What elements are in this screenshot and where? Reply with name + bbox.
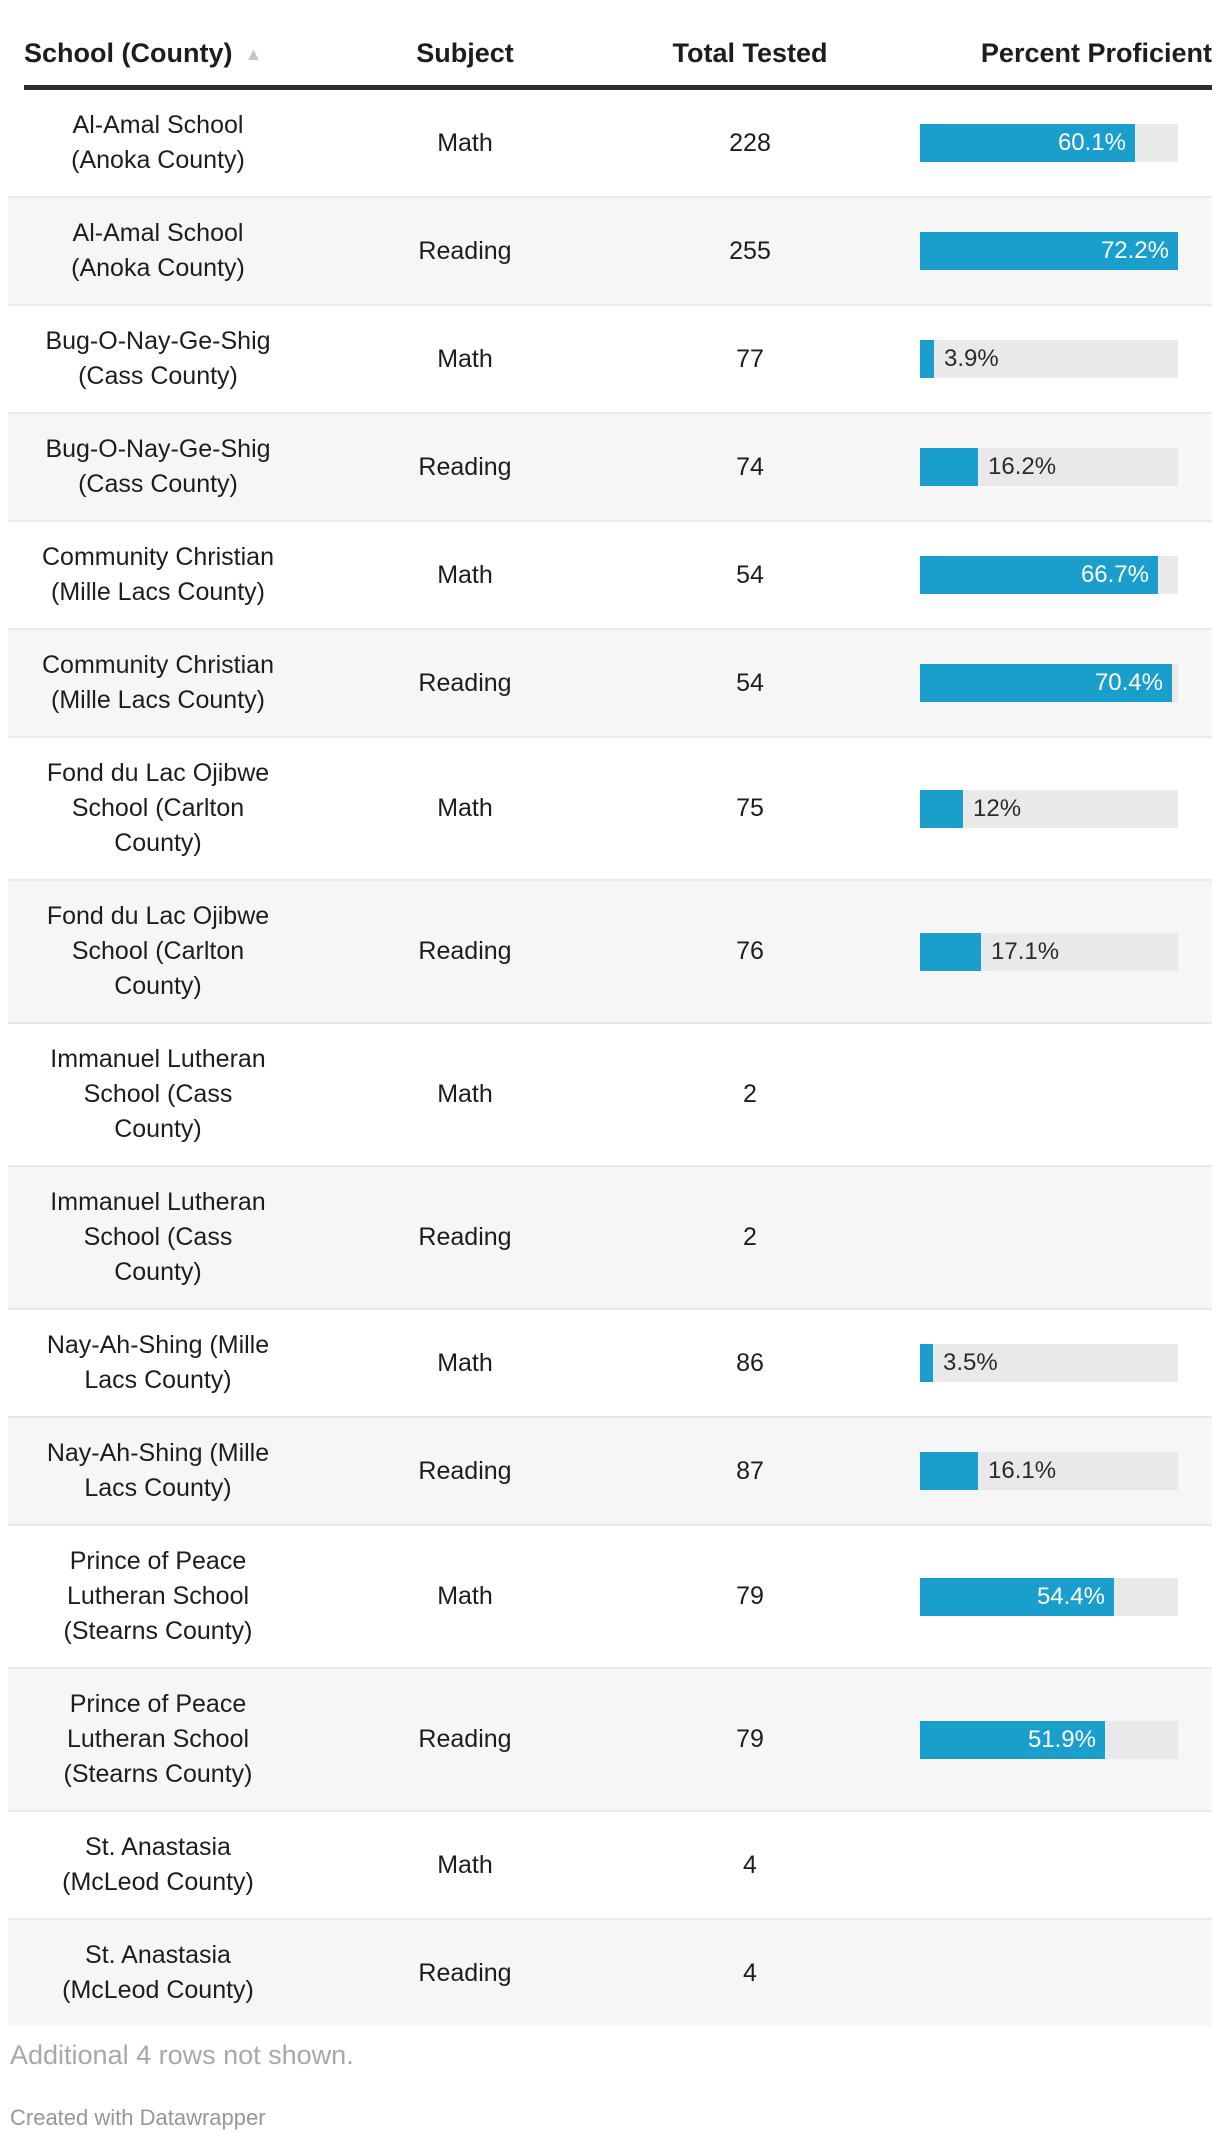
column-header-total-tested[interactable]: Total Tested — [672, 38, 828, 68]
percent-proficient-cell — [862, 1328, 1212, 1398]
total-tested-cell: 77 — [736, 344, 764, 373]
percent-bar-fill — [920, 933, 981, 971]
school-cell: Bug-O-Nay-Ge-Shig (Cass County) — [45, 435, 271, 498]
percent-bar-fill — [920, 664, 1172, 702]
table-row — [8, 520, 1212, 628]
subject-cell: Math — [437, 1850, 493, 1879]
percent-bar-fill — [920, 232, 1178, 270]
total-tested-cell: 54 — [736, 560, 764, 589]
table-row — [8, 1524, 1212, 1667]
table-header-row — [24, 0, 1212, 90]
school-cell: Fond du Lac Ojibwe School (Carlton County) — [46, 902, 270, 1000]
percent-bar-track — [920, 232, 1178, 270]
table-row — [8, 1165, 1212, 1308]
percent-proficient-cell — [862, 648, 1212, 718]
school-cell: Nay-Ah-Shing (Mille Lacs County) — [46, 1331, 270, 1394]
percent-proficient-cell — [862, 1042, 1212, 1147]
bar-value-label: 66.7% — [1080, 561, 1149, 588]
table-row — [8, 304, 1212, 412]
rows-not-shown-note: Additional 4 rows not shown. — [10, 2040, 354, 2070]
percent-bar-fill — [920, 448, 978, 486]
total-tested-cell: 87 — [736, 1456, 764, 1485]
table-row — [8, 1810, 1212, 1918]
percent-bar-track — [920, 1578, 1178, 1616]
sort-ascending-icon: ▲ — [244, 44, 263, 64]
table-row — [8, 196, 1212, 304]
datawrapper-credit: Created with Datawrapper — [10, 2105, 266, 2130]
percent-bar-fill — [920, 1452, 978, 1490]
total-tested-cell: 75 — [736, 794, 764, 822]
school-cell: Prince of Peace Lutheran School (Stearns County) — [63, 1690, 253, 1788]
table-body — [8, 90, 1212, 2026]
school-cell: St. Anastasia (McLeod County) — [62, 1833, 254, 1896]
percent-bar-track — [920, 1452, 1178, 1490]
percent-proficient-cell — [862, 432, 1212, 502]
percent-bar-track — [920, 1721, 1178, 1759]
percent-bar-fill — [920, 556, 1158, 594]
percent-bar-track — [920, 790, 1178, 828]
table-row — [8, 736, 1212, 879]
subject-cell: Reading — [418, 1456, 512, 1485]
column-header-subject[interactable]: Subject — [416, 38, 514, 68]
table-row — [8, 1416, 1212, 1524]
column-header-percent-proficient[interactable]: Percent Proficient — [980, 38, 1212, 68]
school-cell: Al-Amal School (Anoka County) — [71, 219, 245, 282]
percent-bar-track — [920, 448, 1178, 486]
table-row — [8, 1022, 1212, 1165]
subject-cell: Reading — [418, 1223, 512, 1251]
total-tested-cell: 74 — [736, 452, 764, 481]
total-tested-cell: 76 — [736, 937, 764, 965]
percent-proficient-cell — [862, 108, 1212, 178]
total-tested-cell: 54 — [736, 668, 764, 697]
percent-bar-fill — [920, 124, 1135, 162]
percent-bar-track — [920, 124, 1178, 162]
table-row — [8, 1667, 1212, 1810]
bar-value-label: 3.9% — [944, 345, 999, 372]
school-cell: Community Christian (Mille Lacs County) — [41, 651, 274, 714]
table-row — [8, 1918, 1212, 2026]
school-cell: Al-Amal School (Anoka County) — [71, 111, 245, 174]
bar-value-label: 3.5% — [943, 1349, 998, 1376]
total-tested-cell: 79 — [736, 1725, 764, 1753]
percent-proficient-cell — [862, 756, 1212, 861]
percent-proficient-cell — [862, 540, 1212, 610]
school-cell: Immanuel Lutheran School (Cass County) — [50, 1045, 266, 1143]
total-tested-cell: 2 — [743, 1080, 757, 1108]
school-cell: Nay-Ah-Shing (Mille Lacs County) — [46, 1439, 270, 1502]
percent-proficient-cell — [862, 1436, 1212, 1506]
percent-proficient-cell — [862, 1830, 1212, 1900]
school-cell: Fond du Lac Ojibwe School (Carlton County) — [46, 759, 270, 857]
bar-value-label: 60.1% — [1057, 129, 1126, 156]
column-header-school-label: School (County) — [24, 38, 233, 68]
percent-proficient-cell — [862, 1185, 1212, 1290]
column-header-school[interactable] — [24, 38, 292, 85]
bar-value-label: 12% — [973, 794, 1022, 822]
total-tested-cell: 255 — [729, 236, 771, 265]
percent-proficient-cell — [862, 1938, 1212, 2008]
total-tested-cell: 86 — [736, 1348, 764, 1377]
percent-bar-fill — [920, 1344, 933, 1382]
percent-bar-track — [920, 1344, 1178, 1382]
bar-value-label: 72.2% — [1100, 237, 1169, 264]
percent-bar-track — [920, 933, 1178, 971]
bar-value-label: 70.4% — [1094, 669, 1163, 696]
subject-cell: Reading — [418, 668, 512, 697]
total-tested-cell: 79 — [736, 1582, 764, 1610]
table-row — [8, 879, 1212, 1022]
table-row — [8, 412, 1212, 520]
subject-cell: Math — [437, 128, 493, 157]
percent-bar-fill — [920, 1578, 1114, 1616]
subject-cell: Math — [437, 560, 493, 589]
subject-cell: Reading — [418, 452, 512, 481]
subject-cell: Math — [437, 1582, 493, 1610]
subject-cell: Math — [437, 794, 493, 822]
bar-value-label: 17.1% — [991, 937, 1060, 965]
total-tested-cell: 4 — [743, 1850, 757, 1879]
table-row — [8, 90, 1212, 196]
table-row — [8, 628, 1212, 736]
percent-proficient-cell — [862, 324, 1212, 394]
percent-proficient-cell — [862, 1544, 1212, 1649]
percent-bar-track — [920, 556, 1178, 594]
proficiency-table — [8, 0, 1212, 2026]
percent-proficient-cell — [862, 1687, 1212, 1792]
percent-bar-track — [920, 664, 1178, 702]
percent-bar-fill — [920, 790, 963, 828]
percent-bar-track — [920, 340, 1178, 378]
school-cell: Prince of Peace Lutheran School (Stearns County) — [63, 1547, 253, 1645]
total-tested-cell: 4 — [743, 1958, 757, 1987]
percent-proficient-cell — [862, 216, 1212, 286]
subject-cell: Reading — [418, 236, 512, 265]
school-cell: St. Anastasia (McLeod County) — [62, 1941, 254, 2004]
subject-cell: Reading — [418, 937, 512, 965]
bar-value-label: 16.1% — [988, 1457, 1057, 1484]
percent-proficient-cell — [862, 899, 1212, 1004]
subject-cell: Math — [437, 1080, 493, 1108]
bar-value-label: 16.2% — [988, 453, 1057, 480]
total-tested-cell: 2 — [743, 1223, 757, 1251]
total-tested-cell: 228 — [729, 128, 771, 157]
bar-value-label: 51.9% — [1027, 1725, 1096, 1753]
school-cell: Immanuel Lutheran School (Cass County) — [50, 1188, 266, 1286]
school-cell: Community Christian (Mille Lacs County) — [41, 543, 274, 606]
subject-cell: Math — [437, 1348, 493, 1377]
subject-cell: Reading — [418, 1958, 512, 1987]
percent-bar-fill — [920, 340, 934, 378]
percent-bar-fill — [920, 1721, 1105, 1759]
subject-cell: Math — [437, 344, 493, 373]
bar-value-label: 54.4% — [1036, 1582, 1105, 1610]
table-row — [8, 1308, 1212, 1416]
school-cell: Bug-O-Nay-Ge-Shig (Cass County) — [45, 327, 271, 390]
subject-cell: Reading — [418, 1725, 512, 1753]
